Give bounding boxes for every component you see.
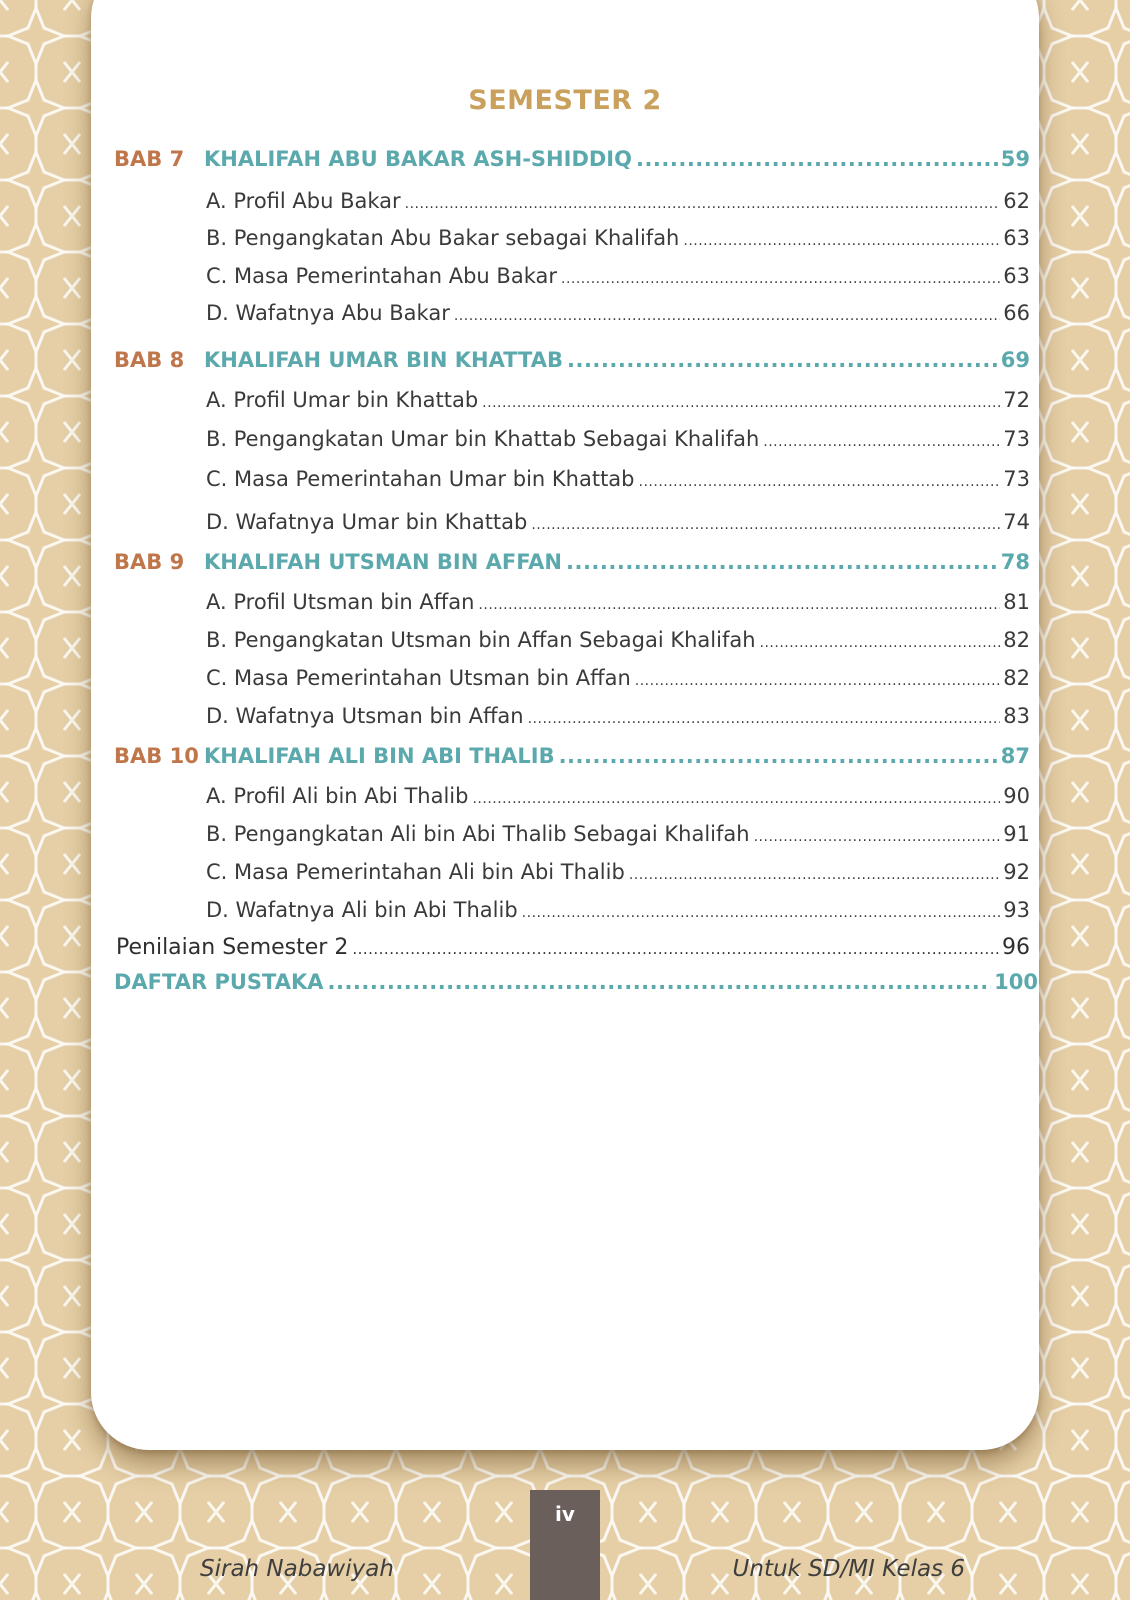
toc-section[interactable] [206,467,1030,491]
toc-section[interactable] [206,301,1030,325]
page-number: 90 [1003,784,1030,808]
section-title: D. Wafatnya Umar bin Khattab [206,510,528,534]
page-number: 78 [1000,550,1030,574]
section-title: D. Wafatnya Utsman bin Affan [206,704,524,728]
page-number: 72 [1003,388,1030,412]
page-number: 73 [1003,427,1030,451]
page-number: 63 [1003,264,1030,288]
dot-leader [478,597,1000,613]
section-title: B. Pengangkatan Abu Bakar sebagai Khalifah [206,226,680,250]
dot-leader [472,791,1000,807]
page-number: 82 [1003,666,1030,690]
semester-title: SEMESTER 2 [468,85,662,116]
dot-leader [522,905,1001,921]
toc-section[interactable] [206,226,1030,250]
dot-leader [763,434,1000,450]
bab-label: BAB 7 [114,147,185,171]
page-number: 69 [1000,348,1030,372]
page-number: 66 [1003,301,1030,325]
dot-leader [352,940,999,958]
chapter-title: KHALIFAH ABU BAKAR ASH-SHIDDIQ [204,147,632,171]
toc-section[interactable] [206,590,1030,614]
page-number: 59 [1000,147,1030,171]
toc-section[interactable] [206,427,1030,451]
chapter-title: KHALIFAH UMAR BIN KHATTAB [204,348,563,372]
footer-book-title: Sirah Nabawiyah [200,1556,394,1582]
chapter-title: KHALIFAH UTSMAN BIN AFFAN [204,550,562,574]
section-title: D. Wafatnya Ali bin Abi Thalib [206,898,518,922]
toc-bibliography[interactable] [114,970,1038,994]
section-title: A. Profil Ali bin Abi Thalib [206,784,469,808]
section-title: B. Pengangkatan Utsman bin Affan Sebagai Khalifah [206,628,756,652]
dot-leader [567,348,998,372]
bab-label: BAB 10 [114,744,199,768]
dot-leader [683,233,1000,249]
toc-chapter-bab-10[interactable] [114,744,1030,768]
dot-leader [636,147,998,171]
page-number: 81 [1003,590,1030,614]
toc-chapter-bab-9[interactable] [114,550,1030,574]
bibliography-title: DAFTAR PUSTAKA [114,970,324,994]
assessment-title: Penilaian Semester 2 [116,935,349,960]
toc-section[interactable] [206,898,1030,922]
toc-section[interactable] [206,822,1030,846]
toc-section[interactable] [206,860,1030,884]
section-title: C. Masa Pemerintahan Abu Bakar [206,264,557,288]
bab-label: BAB 9 [114,550,185,574]
section-title: A. Profil Abu Bakar [206,189,401,213]
page-number: 87 [1000,744,1030,768]
section-title: A. Profil Umar bin Khattab [206,388,479,412]
dot-leader [566,550,998,574]
page-number: 82 [1003,628,1030,652]
section-title: B. Pengangkatan Umar bin Khattab Sebagai Khalifah [206,427,760,451]
toc-section[interactable] [206,704,1030,728]
page-number: 74 [1003,510,1030,534]
dot-leader [639,474,1001,490]
dot-leader [629,867,1000,883]
toc-section[interactable] [206,510,1030,534]
page-number-tab: iv [530,1490,600,1600]
dot-leader [531,517,1000,533]
section-title: C. Masa Pemerintahan Ali bin Abi Thalib [206,860,625,884]
dot-leader [528,711,1001,727]
chapter-title: KHALIFAH ALI BIN ABI THALIB [204,744,555,768]
toc-section[interactable] [206,784,1030,808]
toc-section[interactable] [206,264,1030,288]
dot-leader [482,395,1000,411]
toc-chapter-bab-7[interactable] [114,147,1030,171]
footer-grade-level: Untuk SD/MI Kelas 6 [732,1556,965,1582]
toc-chapter-bab-8[interactable] [114,348,1030,372]
dot-leader [405,196,1001,212]
page-number: 73 [1003,467,1030,491]
page-number: 100 [994,970,1038,994]
page-number: 62 [1003,189,1030,213]
dot-leader [561,271,1000,287]
section-title: A. Profil Utsman bin Affan [206,590,475,614]
toc-assessment[interactable] [116,935,1030,960]
section-title: C. Masa Pemerintahan Utsman bin Affan [206,666,631,690]
page-number: 91 [1003,822,1030,846]
page-number: 92 [1003,860,1030,884]
page-number: 93 [1003,898,1030,922]
toc-section[interactable] [206,628,1030,652]
section-title: B. Pengangkatan Ali bin Abi Thalib Sebagai Khalifah [206,822,750,846]
section-title: C. Masa Pemerintahan Umar bin Khattab [206,467,635,491]
dot-leader [559,744,998,768]
section-title: D. Wafatnya Abu Bakar [206,301,450,325]
dot-leader [635,673,1001,689]
toc-section[interactable] [206,666,1030,690]
bab-label: BAB 8 [114,348,185,372]
toc-section[interactable] [206,189,1030,213]
dot-leader [754,829,1001,845]
dot-leader [454,308,1000,324]
dot-leader [760,635,1001,651]
dot-leader [328,970,992,994]
page-number: 96 [1002,935,1030,960]
toc-section[interactable] [206,388,1030,412]
page-number: 83 [1003,704,1030,728]
page-number: 63 [1003,226,1030,250]
